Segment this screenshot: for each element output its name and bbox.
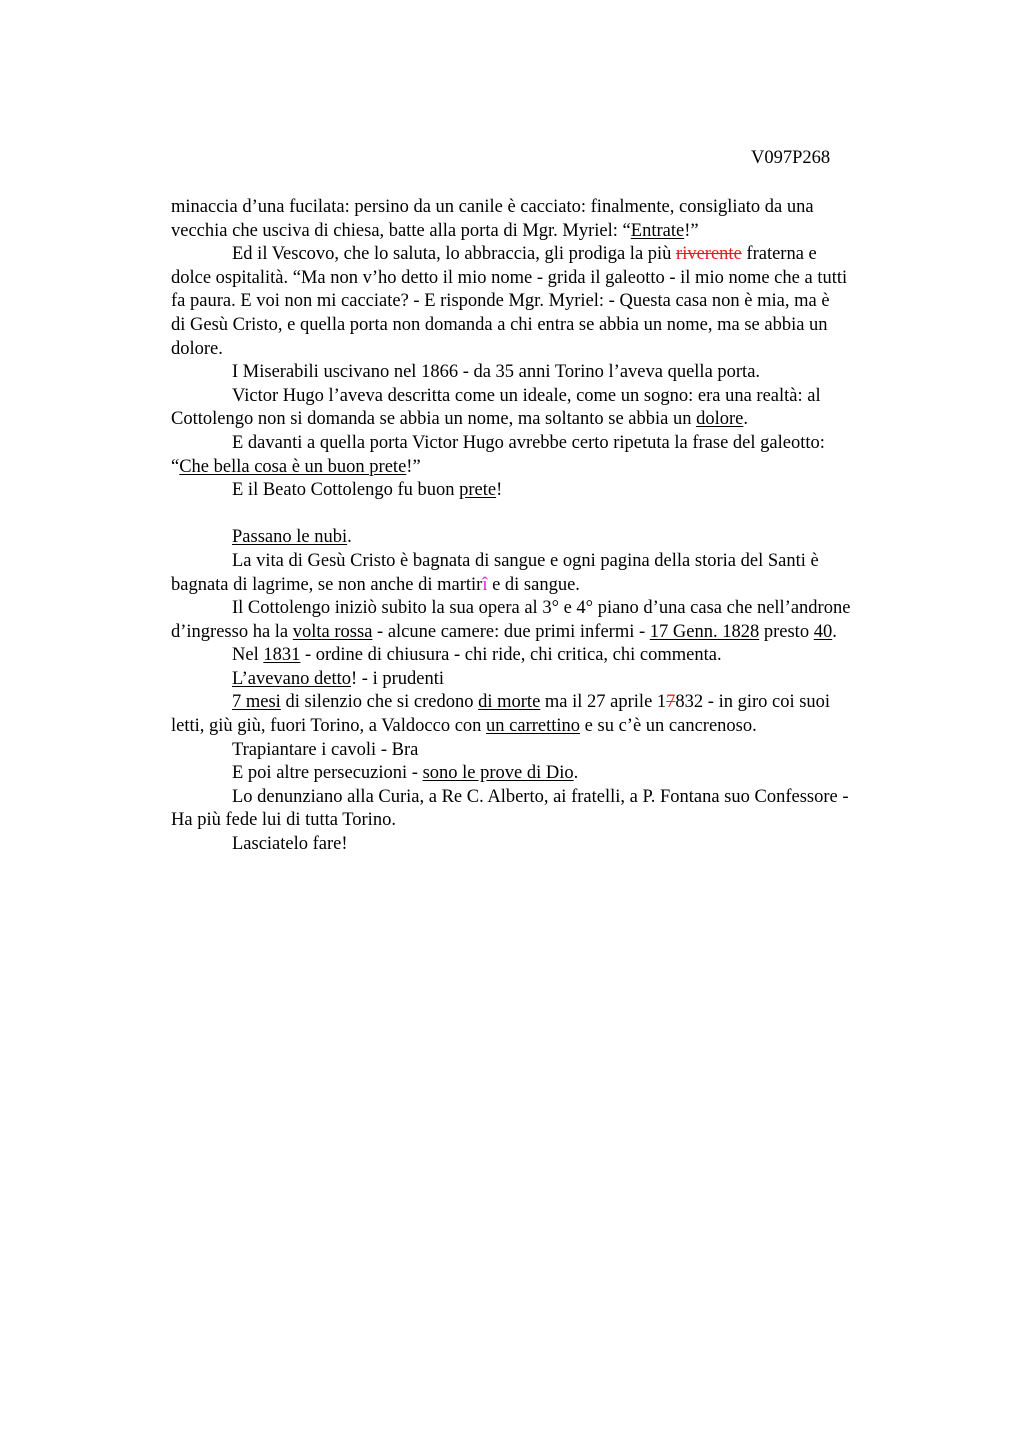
underlined-text: sono le prove di Dio: [422, 763, 574, 784]
text-line: bagnata di lagrime, se non anche di martirî e di sangue.: [171, 574, 580, 595]
text-line: Lo denunziano alla Curia, a Re C. Alberto, ai fratelli, a P. Fontana suo Confessore -: [232, 786, 849, 807]
text-line: dolore.: [171, 338, 223, 359]
underlined-text: di morte: [478, 692, 541, 713]
text-line: I Miserabili uscivano nel 1866 - da 35 anni Torino l’aveva quella porta.: [232, 362, 761, 383]
text-line: La vita di Gesù Cristo è bagnata di sangue e ogni pagina della storia del Santi è: [232, 550, 819, 571]
text-line: L’avevano detto! - i prudenti: [232, 668, 445, 689]
text-line: E poi altre persecuzioni - sono le prove di Dio.: [232, 763, 579, 784]
underlined-text: 40: [813, 621, 833, 642]
text-line: Lasciatelo fare!: [232, 834, 348, 855]
text-line: Ha più fede lui di tutta Torino.: [171, 810, 396, 831]
text-line: d’ingresso ha la volta rossa - alcune camere: due primi infermi - 17 Genn. 1828 presto 40.: [171, 621, 837, 642]
text-line: Cottolengo non si domanda se abbia un nome, ma soltanto se abbia un dolore.: [171, 409, 748, 430]
text-line: letti, giù giù, fuori Torino, a Valdocco con un carrettino e su c’è un cancrenoso.: [171, 716, 757, 737]
text-line: Il Cottolengo iniziò subito la sua opera al 3° e 4° piano d’una casa che nell’androne: [232, 598, 851, 619]
underlined-text: L’avevano detto: [232, 668, 352, 689]
underlined-text: prete: [459, 480, 497, 501]
text-line: vecchia che usciva di chiesa, batte alla porta di Mgr. Myriel: “Entrate!”: [171, 220, 699, 241]
underlined-text: Che bella cosa è un buon prete: [179, 456, 407, 477]
text-line: Trapiantare i cavoli - Bra: [232, 739, 419, 760]
text-line: fa paura. E voi non mi cacciate? - E risponde Mgr. Myriel: - Questa casa non è mia, ma è: [171, 291, 830, 312]
text-line: E davanti a quella porta Victor Hugo avrebbe certo ripetuta la frase del galeotto:: [232, 432, 825, 453]
underlined-text: volta rossa: [292, 621, 373, 642]
section-heading: Passano le nubi.: [232, 527, 352, 548]
underlined-text: un carrettino: [486, 716, 581, 737]
text-line: 7 mesi di silenzio che si credono di morte ma il 27 aprile 17832 - in giro coi suoi: [232, 692, 831, 713]
text-line: minaccia d’una fucilata: persino da un canile è cacciato: finalmente, consigliato da una: [171, 197, 814, 217]
inserted-text: î: [482, 574, 488, 595]
page-identifier: V097P268: [751, 148, 831, 168]
underlined-text: 1831: [263, 645, 301, 666]
text-line: di Gesù Cristo, e quella porta non domanda a chi entra se abbia un nome, ma se abbia un: [171, 314, 828, 335]
text-line: E il Beato Cottolengo fu buon prete!: [232, 480, 503, 501]
text-line: Victor Hugo l’aveva descritta come un ideale, come un sogno: era una realtà: al: [232, 385, 821, 406]
text-line: Nel 1831 - ordine di chiusura - chi ride, chi critica, chi commenta.: [232, 645, 722, 666]
text-line: Ed il Vescovo, che lo saluta, lo abbraccia, gli prodiga la più riverente fraterna e: [232, 244, 817, 265]
manuscript-text: [171, 196, 941, 857]
blank-line: [171, 503, 941, 527]
text-line: “Che bella cosa è un buon prete!”: [171, 456, 421, 477]
deleted-text: 7: [666, 692, 676, 713]
underlined-text: dolore: [696, 409, 744, 430]
underlined-text: 7 mesi: [232, 692, 281, 713]
deleted-text: riverente: [676, 244, 742, 265]
underlined-text: Passano le nubi: [232, 527, 348, 548]
underlined-text: 17 Genn. 1828: [649, 621, 760, 642]
text-line: dolce ospitalità. “Ma non v’ho detto il mio nome - grida il galeotto - il mio nome che a tutti: [171, 267, 848, 288]
underlined-text: Entrate: [630, 220, 685, 241]
